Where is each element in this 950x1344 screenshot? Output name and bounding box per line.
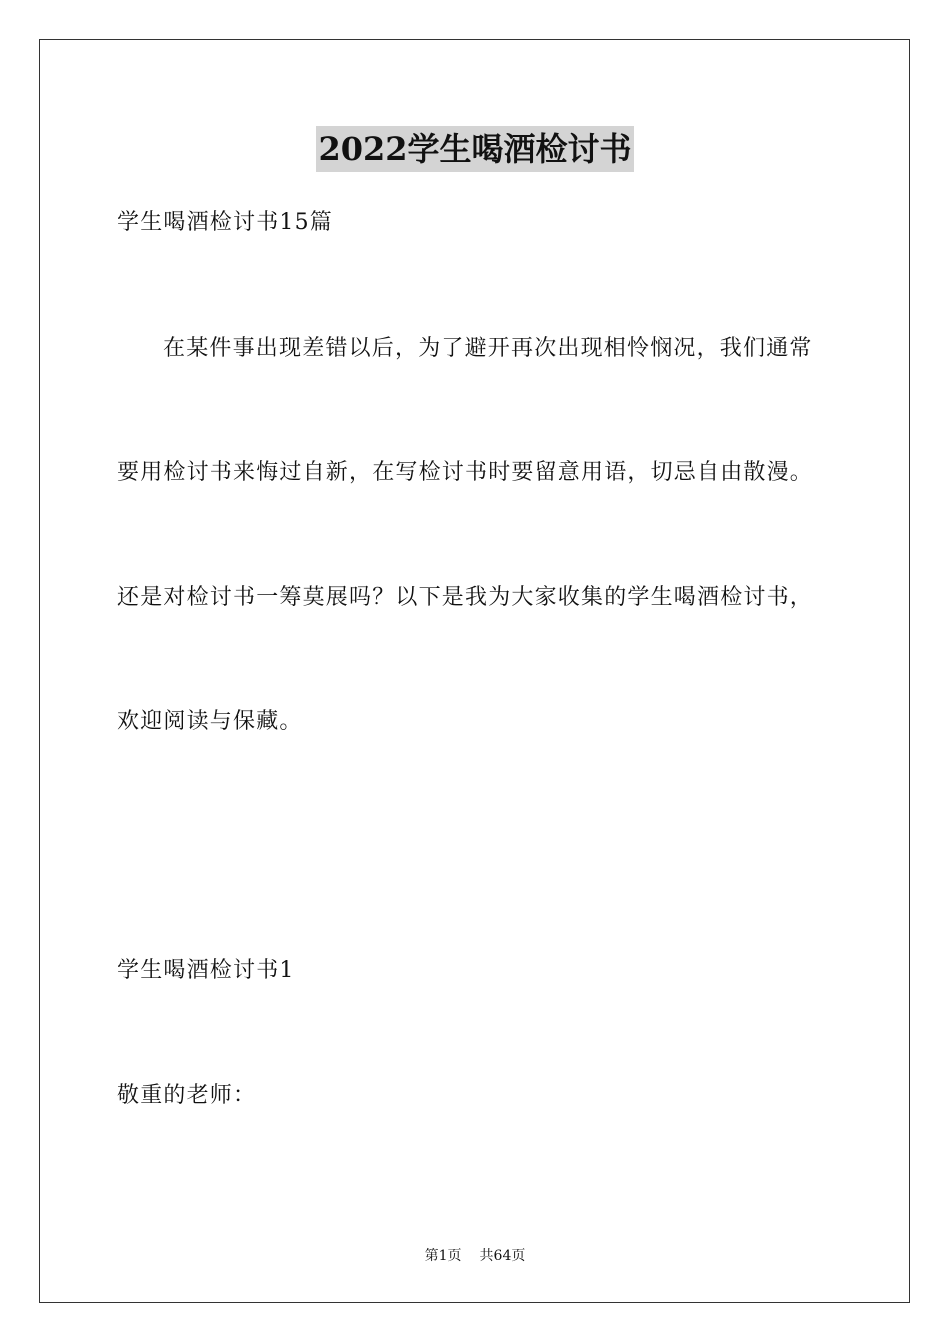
intro-line-4: 欢迎阅读与保藏。: [117, 709, 303, 734]
intro-line-2: 要用检讨书来悔过自新，在写检讨书时要留意用语，切忌自由散漫。: [117, 460, 814, 485]
salutation: 敬重的老师：: [117, 1083, 257, 1108]
title-container: [0, 126, 950, 172]
document-title: 2022学生喝酒检讨书: [316, 126, 633, 172]
page-footer: [0, 1246, 950, 1266]
page-number: 第1页: [424, 1248, 462, 1264]
document-subtitle: 学生喝酒检讨书15篇: [117, 210, 333, 235]
intro-line-1: 在某件事出现差错以后，为了避开再次出现相怜悯况，我们通常: [163, 336, 813, 361]
section-heading: 学生喝酒检讨书1: [117, 958, 295, 983]
total-pages: 共64页: [479, 1248, 526, 1264]
intro-line-3: 还是对检讨书一筹莫展吗？以下是我为大家收集的学生喝酒检讨书，: [117, 585, 814, 610]
